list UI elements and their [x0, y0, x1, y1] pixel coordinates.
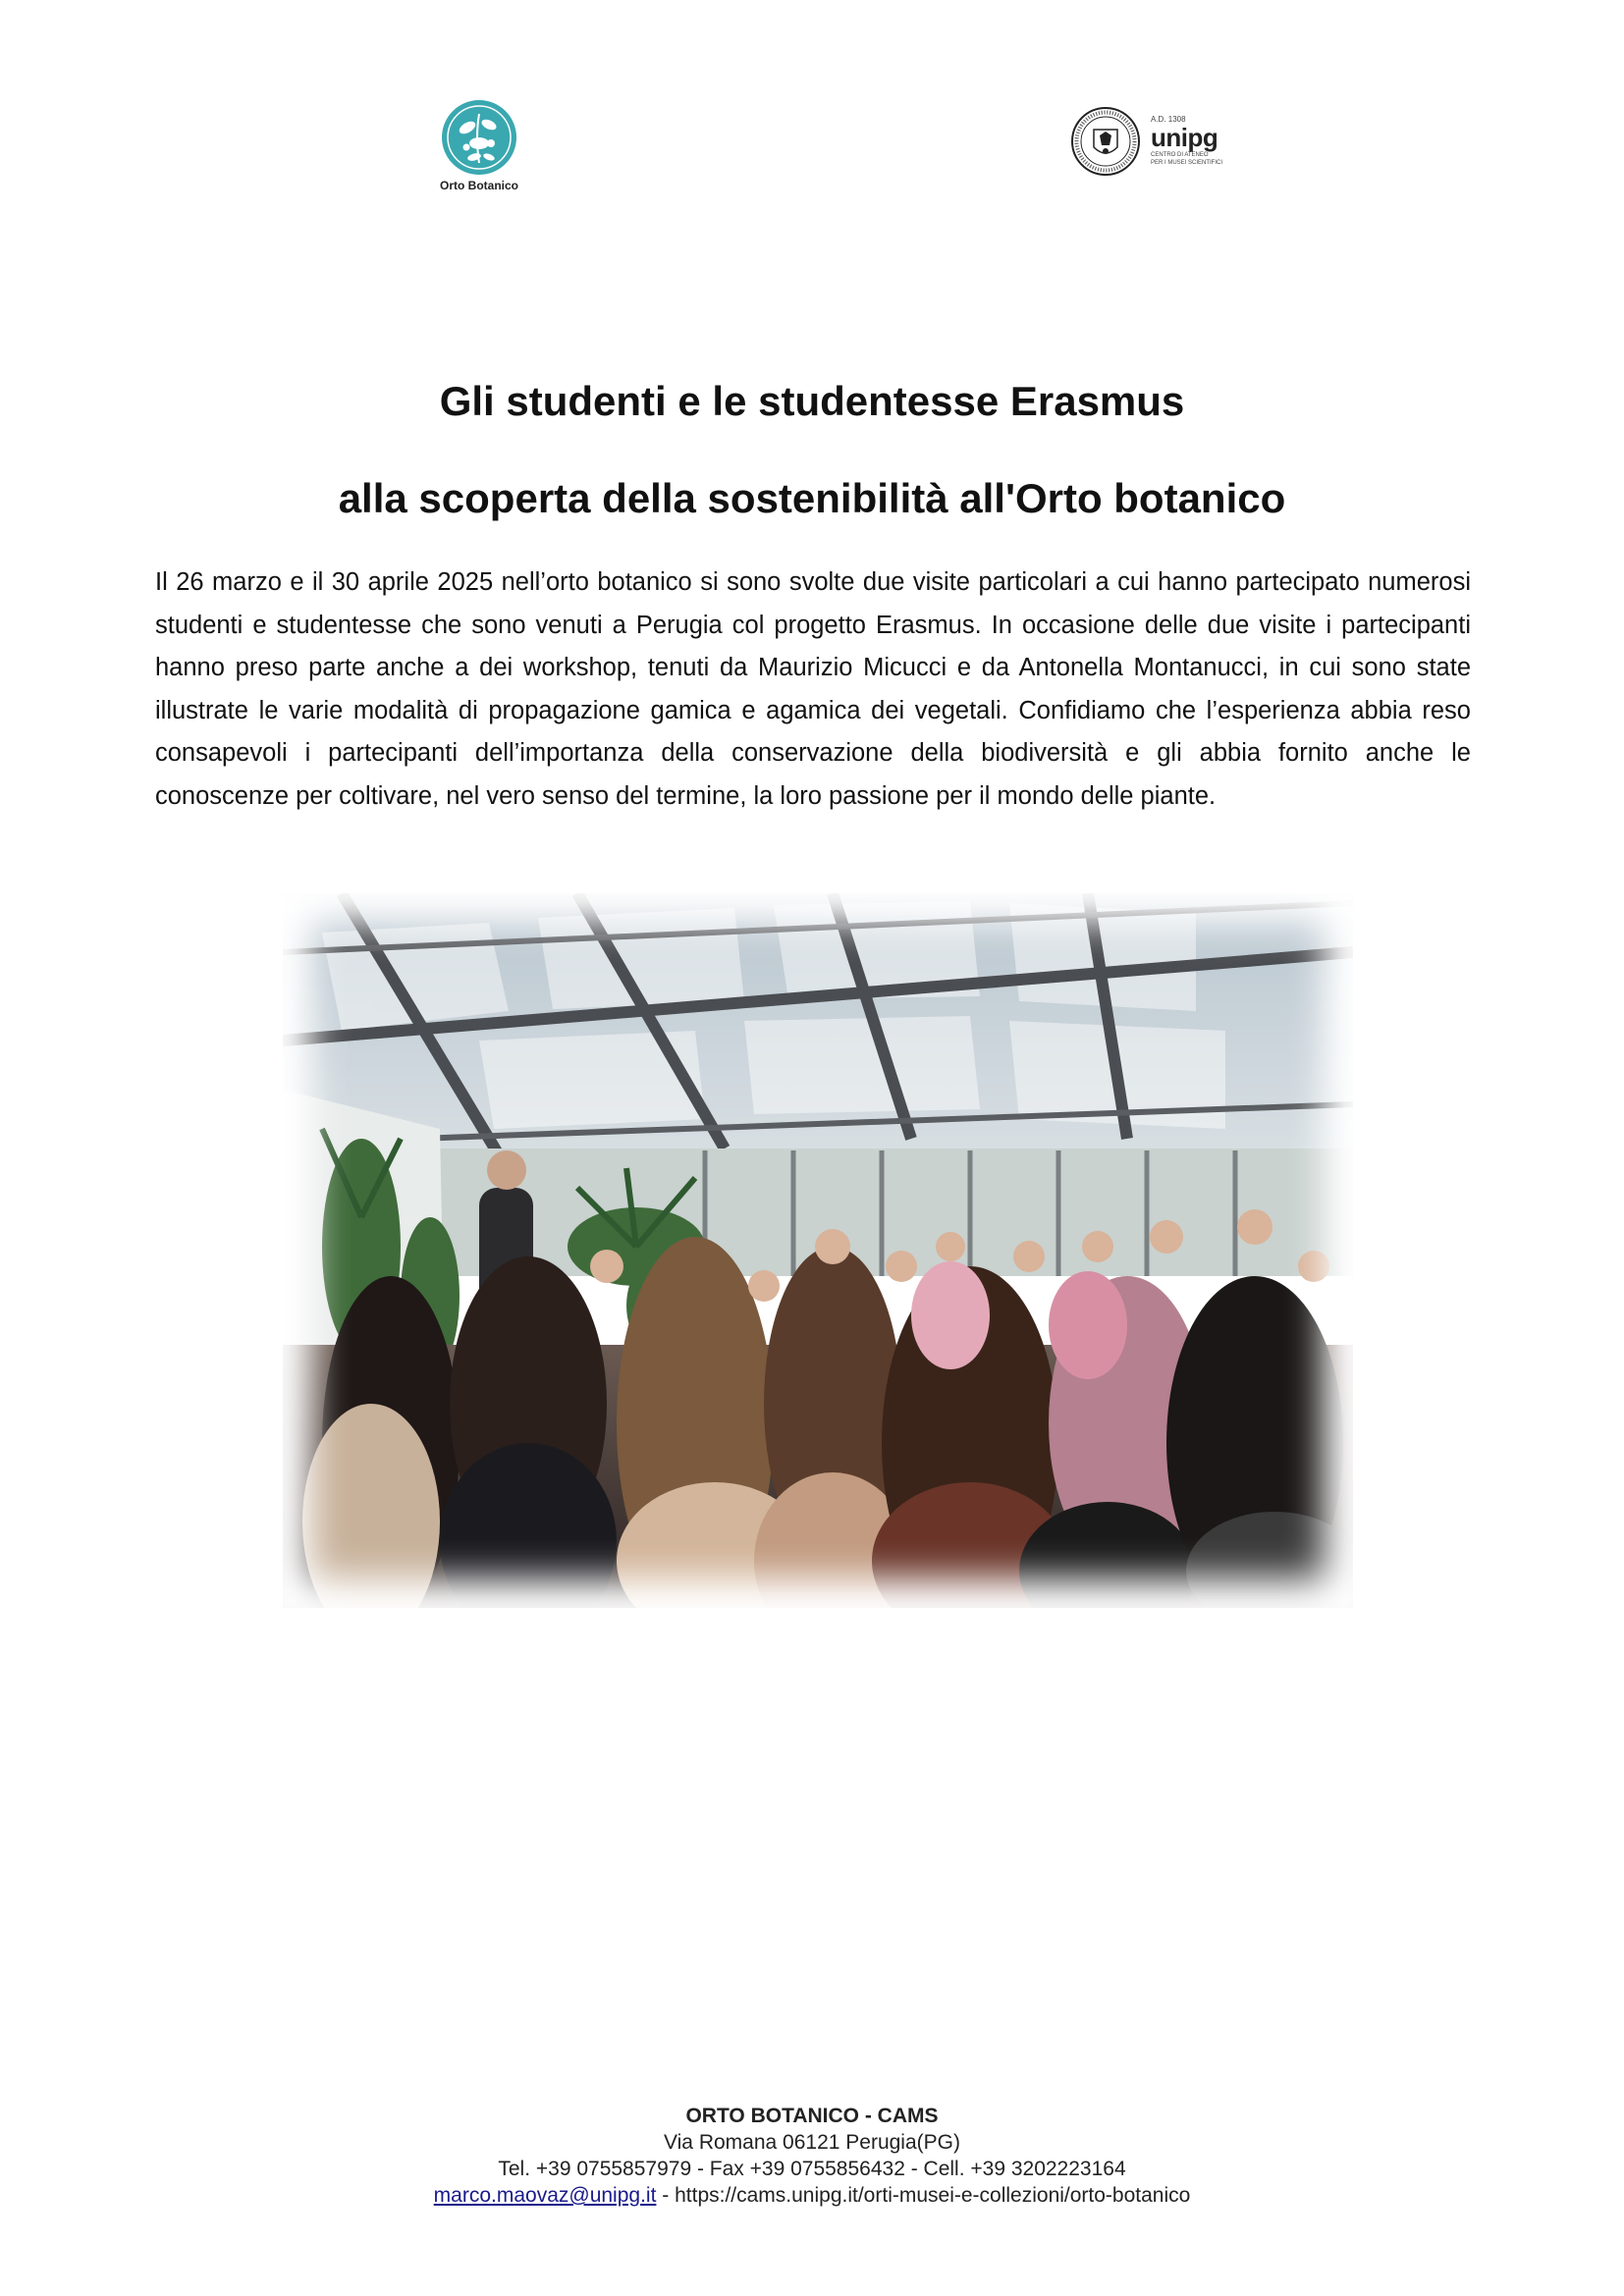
orto-botanico-logo-caption: Orto Botanico: [440, 179, 518, 192]
footer-email-link[interactable]: marco.maovaz@unipg.it: [433, 2184, 657, 2207]
unipg-cams-logo: [1070, 104, 1222, 179]
article-photo: [283, 893, 1353, 1608]
orto-botanico-logo-icon: [440, 98, 518, 177]
right-logo-year: A.D. 1308: [1151, 115, 1186, 124]
footer-website: https://cams.unipg.it/orti-musei-e-collezioni/orto-botanico: [675, 2184, 1191, 2207]
page-footer: [0, 2103, 1624, 2209]
right-logo-subtitle-1: CENTRO DI ATENEO: [1151, 152, 1209, 158]
footer-phones: Tel. +39 0755857979 - Fax +39 0755856432 - Cell. +39 3202223164: [498, 2158, 1126, 2180]
orto-botanico-logo: [436, 98, 522, 192]
right-logo-brand: unipg: [1151, 123, 1218, 152]
university-seal-icon: [1070, 106, 1141, 177]
footer-address: Via Romana 06121 Perugia(PG): [664, 2131, 960, 2154]
page-title-line-2: alla scoperta della sostenibilità all'Orto botanico: [338, 475, 1286, 521]
footer-org: ORTO BOTANICO - CAMS: [685, 2105, 939, 2127]
right-logo-subtitle-2: PER I MUSEI SCIENTIFICI: [1151, 159, 1223, 166]
footer-separator: -: [656, 2184, 676, 2207]
footer-contacts: [0, 2182, 1624, 2209]
greenhouse-group-photo: [283, 893, 1353, 1608]
page-title-line-1: Gli studenti e le studentesse Erasmus: [439, 378, 1185, 424]
article-paragraph: Il 26 marzo e il 30 aprile 2025 nell’orto botanico si sono svolte due visite particolari a cui hanno partecipato numerosi studenti e studentesse che sono venuti a Perugia col progetto Erasmus. In occasione delle due visite i partecipanti hanno preso parte anche a dei workshop, tenuti da Maurizio Micucci e da Antonella Montanucci, in cui sono state illustrate le varie modalità di propagazione gamica e agamica dei vegetali. Confidiamo che l’esperienza abbia reso consapevoli i partecipanti dell’importanza della conservazione della biodiversità e gli abbia fornito anche le conoscenze per coltivare, nel vero senso del termine, la loro passione per il mondo delle piante.: [155, 568, 1471, 810]
